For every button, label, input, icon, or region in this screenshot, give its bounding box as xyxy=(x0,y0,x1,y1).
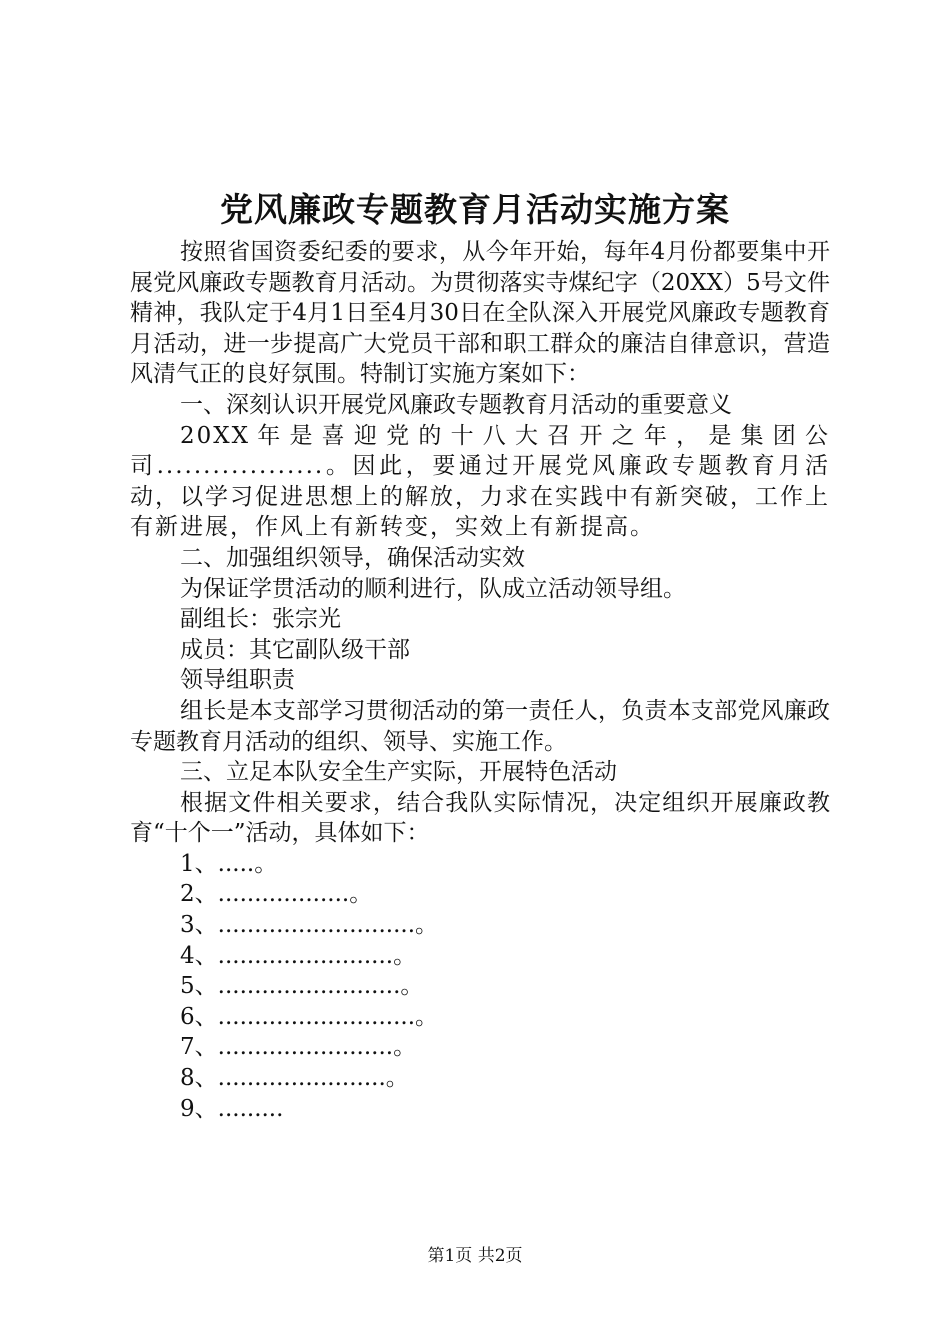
section-3-paragraph: 根据文件相关要求，结合我队实际情况，决定组织开展廉政教育“十个一”活动，具体如下： xyxy=(130,789,830,847)
list-item: 7、........................。 xyxy=(180,1034,417,1061)
members-line: 成员：其它副队级干部 xyxy=(180,636,410,663)
section-2-paragraph: 为保证学贯活动的顺利进行，队成立活动领导组。 xyxy=(180,575,686,602)
list-item: 4、........................。 xyxy=(180,942,417,969)
list-item: 6、...........................。 xyxy=(180,1003,439,1030)
list-item: 5、.........................。 xyxy=(180,973,424,1000)
duties-heading: 领导组职责 xyxy=(180,667,295,694)
list-item: 8、.......................。 xyxy=(180,1065,409,1092)
document-title: 党风廉政专题教育月活动实施方案 xyxy=(220,190,730,229)
section-heading-2: 二、加强组织领导，确保活动实效 xyxy=(180,544,525,571)
section-heading-1: 一、深刻认识开展党风廉政专题教育月活动的重要意义 xyxy=(180,391,732,418)
page-footer: 第1页 共2页 xyxy=(427,1246,523,1266)
list-item: 1、.....。 xyxy=(180,850,278,877)
duties-paragraph: 组长是本支部学习贯彻活动的第一责任人，负责本支部党风廉政专题教育月活动的组织、领导、实施工作。 xyxy=(130,697,830,755)
deputy-leader-line: 副组长：张宗光 xyxy=(180,606,341,633)
intro-paragraph: 按照省国资委纪委的要求，从今年开始，每年4月份都要集中开展党风廉政专题教育月活动。为贯彻落实寺煤纪字（20XX）5号文件精神，我队定于4月1日至4月30日在全队深入开展党风廉政专题教育月活动，进一步提高广大党员干部和职工群众的廉洁自律意识，营造风清气正的良好氛围。特制订实施方案如下： xyxy=(130,239,830,388)
document-body xyxy=(130,237,830,1124)
list-item: 2、..................。 xyxy=(180,881,373,908)
list-item: 9、......... xyxy=(180,1095,284,1122)
section-1-paragraph: 20XX年是喜迎党的十八大召开之年，是集团公司..................。因此，要通过开展党风廉政专题教育月活动，以学习促进思想上的解放，力求在实践中有新突破，工作上有新进展，作风上有新转变，实效上有新提高。 xyxy=(130,422,830,541)
list-item: 3、...........................。 xyxy=(180,912,439,939)
section-heading-3: 三、立足本队安全生产实际，开展特色活动 xyxy=(180,759,617,786)
